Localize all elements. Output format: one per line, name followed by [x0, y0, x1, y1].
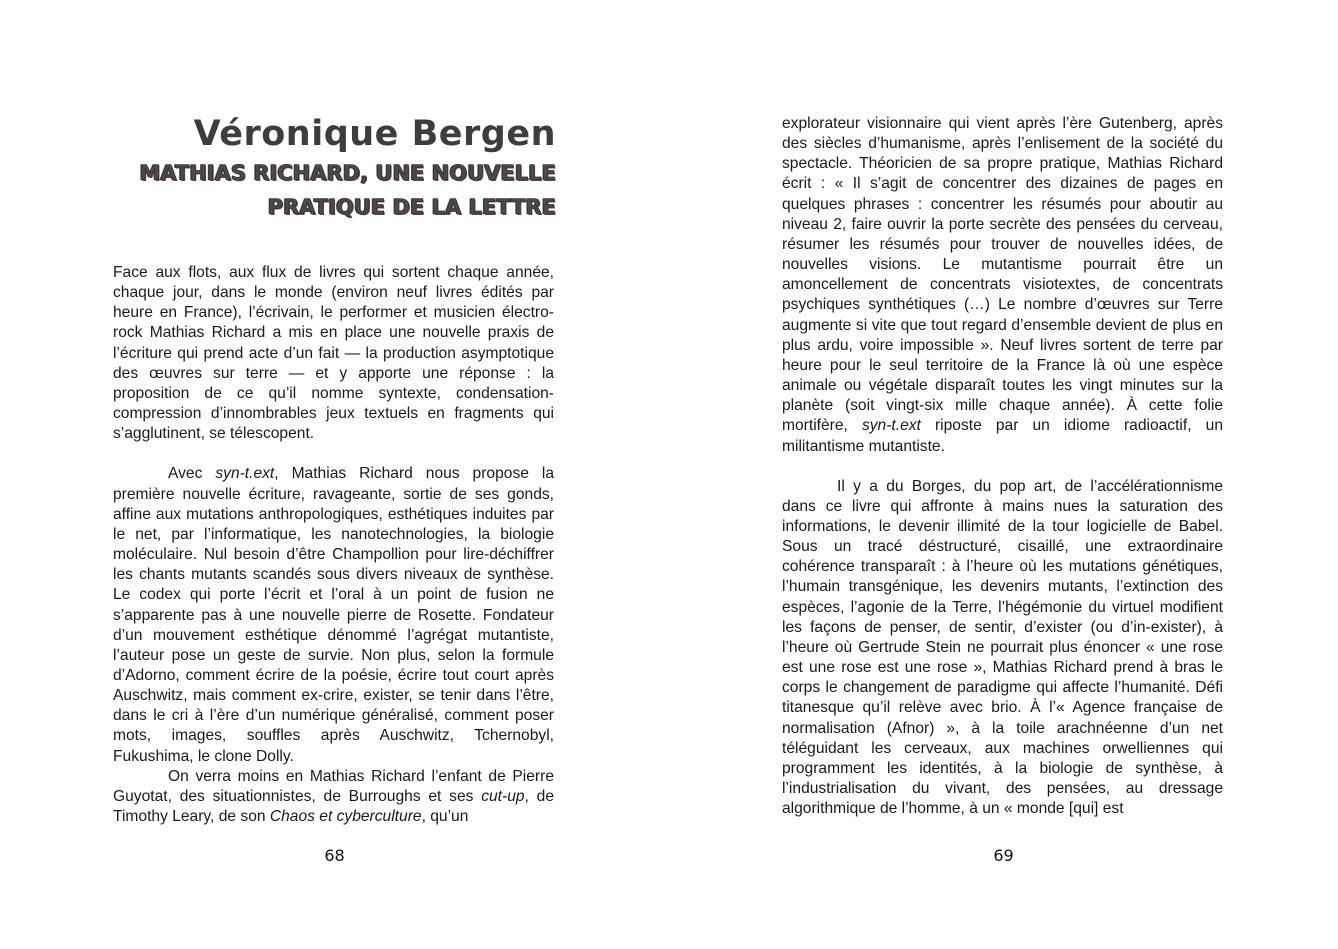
italic-title: cut-up — [481, 787, 525, 805]
page-number-text: 69 — [993, 846, 1014, 865]
page-number-text: 68 — [324, 846, 345, 865]
text-segment: Avec — [168, 465, 216, 483]
text-segment: , de Timothy Leary, de son — [113, 787, 554, 826]
title-block — [110, 112, 556, 224]
page-number — [0, 846, 669, 865]
author-name: Véronique Bergen — [193, 114, 556, 154]
text-segment: , qu’un — [421, 808, 469, 826]
article-subtitle-line-1: MATHIAS RICHARD, UNE NOUVELLE — [139, 161, 556, 185]
right-page — [669, 0, 1338, 949]
paragraph — [782, 477, 1223, 820]
text-segment: Il y a du Borges, du pop art, de l’accélérationnisme dans ce livre qui affronte à mains nues la saturation des informations, le devenir illimité de la tour logicielle de Babel. Sous un tracé déstructuré, cisaillé, une extraordinaire cohérence transparaît : à l’heure où les mutations génétiques, l’humain transgénique, les devenirs mutants, l’extinction des espèces, l’agonie de la Terre, l’hégémonie du virtuel modifient les façons de penser, de sentir, d’exister (ou d’in-exister), à l’heure où Gertrude Stein ne pourrait plus énoncer « une rose est une rose est une rose », Mathias Richard prend à bras le corps le changement de paradigme qui affecte l’humanité. Défi titanesque qu’il relève avec brio. À l’« Agence française de normalisation (Afnor) », à la toile arachnéenne d’un net téléguidant les cerveaux, aux machines orwelliennes qui programment les identités, à la biologie de synthèse, à l’industrialisation du vivant, des pensées, au dressage algorithmique de l’homme, à un « monde [qui] est — [782, 477, 1223, 818]
text-segment: riposte par un idiome radioactif, un militantisme mutantiste. — [782, 417, 1223, 455]
paragraph — [113, 767, 554, 827]
italic-title: syn-t.ext — [861, 417, 921, 435]
right-body-text — [782, 114, 1223, 819]
italic-title: syn-t.ext — [215, 465, 275, 483]
left-body-text — [113, 263, 554, 827]
text-segment: explorateur visionnaire qui vient après l’ère Gutenberg, après des siècles d’humanisme, après l’enlisement de la société du spectacle. Théoricien de sa propre pratique, Mathias Richard écrit : « Il s’agit de concentrer des dizaines de pages en quelques phrases : concentrer les résumés pour aboutir au niveau 2, faire ouvrir la porte secrète des pensées du cerveau, résumer les résumés pour trouver de nouvelles idées, de nouvelles visions. Le mutantisme pourrait être un amoncellement de concentrats visiotextes, de concentrats psychiques synthétiques (…) Le nombre d’œuvres sur Terre augmente si vite que tout regard d’ensemble devient de plus en plus ardu, voire impossible ». Neuf livres sortent de terre par heure pour le seul territoire de la France là où une espèce animale ou végétale disparaît toutes les vingt minutes sur la planète (soit vingt-six mille chaque année). À cette folie mortifère, — [782, 115, 1223, 435]
paragraph — [113, 464, 554, 766]
page-number — [669, 846, 1338, 865]
paragraph — [782, 114, 1223, 457]
text-segment: , Mathias Richard nous propose la première nouvelle écriture, ravageante, sortie de ses gonds, affine aux mutations anthropologiques, esthétiques induites par le net, par l’informatique, les nanotechnologies, la biologie moléculaire. Nul besoin d’être Champollion pour lire-déchiffrer les chants mutants scandés sous divers niveaux de synthèse. Le codex qui porte l’écrit et l’oral à un point de fusion ne s’apparente pas à une nouvelle pierre de Rosette. Fondateur d’un mouvement esthétique dénommé l’agrégat mutantiste, l’auteur pose un geste de survie. Non plus, selon la formule d’Adorno, comment écrire de la poésie, écrire tout court après Auschwitz, mais comment ex-crire, exister, se tenir dans l’être, dans le cri à l’ère d’un numérique généralisé, comment poser mots, images, souffles après Auschwitz, Tchernobyl, Fukushima, le clone Dolly. — [113, 465, 554, 765]
paragraph — [113, 263, 554, 444]
italic-title: Chaos et cyberculture — [269, 808, 422, 826]
text-segment: On verra moins en Mathias Richard l’enfant de Pierre Guyotat, des situationnistes, de Burroughs et ses — [113, 767, 554, 805]
text-segment: Face aux flots, aux flux de livres qui sortent chaque année, chaque jour, dans le monde (environ neuf livres édités par heure en France), l’écrivain, le performer et musicien électro-rock Mathias Richard a mis en place une nouvelle praxis de l’écriture qui prend acte d’un fait — la production asymptotique des œuvres sur terre — et y apporte une réponse : la proposition de ce qu’il nomme syntexte, condensation-compression d’innombrables jeux textuels en fragments qui s’agglutinent, se télescopent. — [113, 264, 554, 443]
article-subtitle-line-2: PRATIQUE DE LA LETTRE — [267, 195, 556, 219]
